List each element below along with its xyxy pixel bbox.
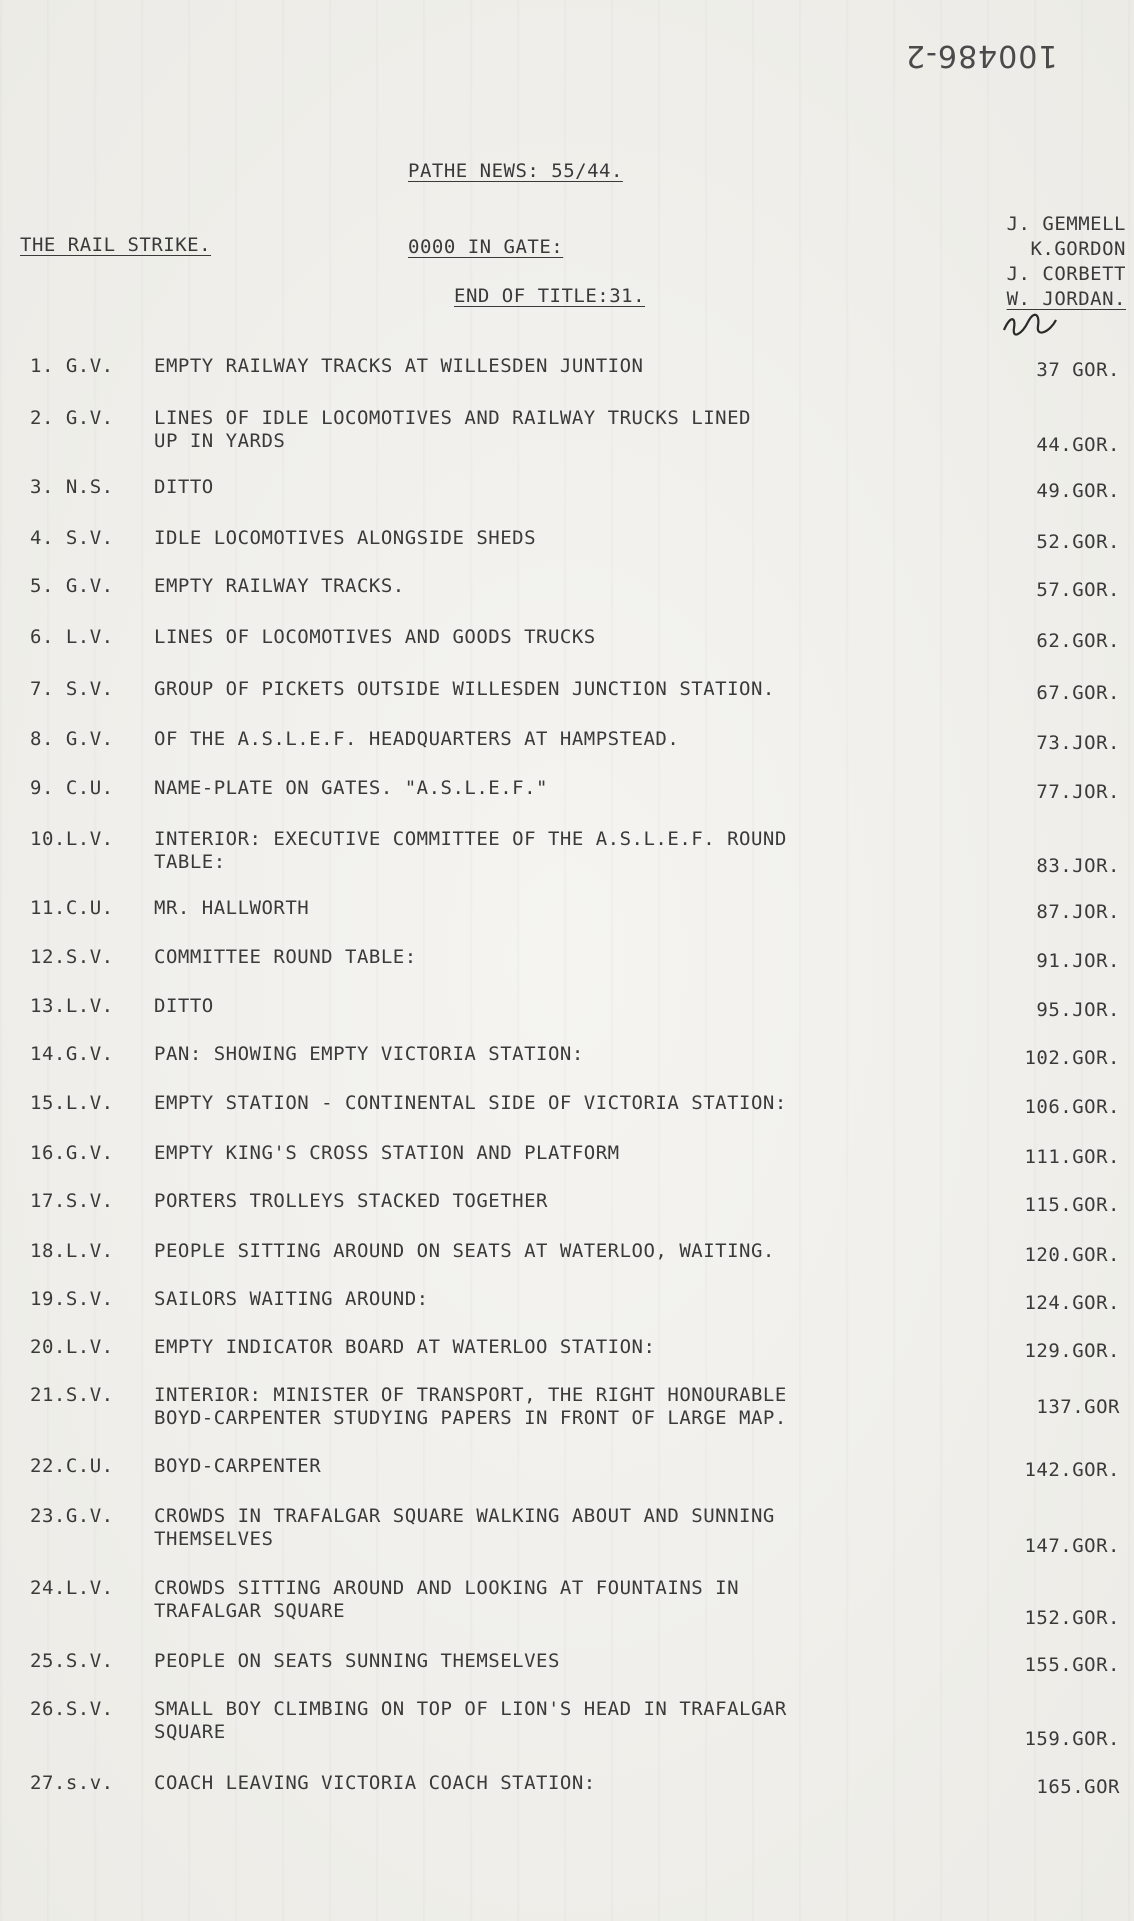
cameraman-name: J. CORBETT	[1006, 263, 1126, 285]
shot-footage: 129.GOR.	[1024, 1340, 1120, 1362]
shot-footage: 77.JOR.	[1036, 781, 1120, 803]
shot-footage: 124.GOR.	[1024, 1292, 1120, 1314]
in-gate-note: 0000 IN GATE:	[408, 236, 564, 258]
shot-footage: 159.GOR.	[1024, 1728, 1120, 1750]
shot-footage: 62.GOR.	[1036, 630, 1120, 652]
shot-footage: 106.GOR.	[1024, 1096, 1120, 1118]
shot-row	[30, 946, 1120, 996]
shot-row	[30, 678, 1120, 728]
shot-footage: 73.JOR.	[1036, 732, 1120, 754]
shot-description: COMMITTEE ROUND TABLE:	[154, 946, 417, 968]
shot-number: 27.s.v.	[30, 1772, 114, 1794]
shot-row	[30, 1650, 1120, 1700]
shot-row	[30, 1240, 1120, 1290]
shot-row	[30, 828, 1120, 878]
shot-description: PAN: SHOWING EMPTY VICTORIA STATION:	[154, 1043, 584, 1065]
shot-description: EMPTY RAILWAY TRACKS.	[154, 575, 405, 597]
shot-number: 5. G.V.	[30, 575, 114, 597]
shot-row	[30, 728, 1120, 778]
shot-number: 10.L.V.	[30, 828, 114, 850]
handwritten-reference-number: 100486-2	[905, 38, 1058, 73]
shot-number: 15.L.V.	[30, 1092, 114, 1114]
shot-description: GROUP OF PICKETS OUTSIDE WILLESDEN JUNCTION STATION.	[154, 678, 775, 700]
shot-description: EMPTY KING'S CROSS STATION AND PLATFORM	[154, 1142, 620, 1164]
shot-description: LINES OF IDLE LOCOMOTIVES AND RAILWAY TRUCKS LINED UP IN YARDS	[154, 407, 751, 452]
shot-number: 20.L.V.	[30, 1336, 114, 1358]
story-title: THE RAIL STRIKE.	[20, 234, 212, 256]
shot-footage: 95.JOR.	[1036, 999, 1120, 1021]
shot-row	[30, 777, 1120, 827]
end-of-title-note: END OF TITLE:31.	[454, 285, 646, 307]
shot-number: 18.L.V.	[30, 1240, 114, 1262]
cameraman-name: J. GEMMELL	[1006, 213, 1126, 235]
shot-description: NAME-PLATE ON GATES. "A.S.L.E.F."	[154, 777, 548, 799]
shot-number: 2. G.V.	[30, 407, 114, 429]
shot-description: CROWDS IN TRAFALGAR SQUARE WALKING ABOUT AND SUNNING THEMSELVES	[154, 1505, 775, 1550]
shot-description: IDLE LOCOMOTIVES ALONGSIDE SHEDS	[154, 527, 537, 549]
shot-row	[30, 1190, 1120, 1240]
shot-row	[30, 1142, 1120, 1192]
shot-number: 11.C.U.	[30, 897, 114, 919]
shot-number: 14.G.V.	[30, 1043, 114, 1065]
shot-footage: 111.GOR.	[1024, 1146, 1120, 1168]
shot-number: 19.S.V.	[30, 1288, 114, 1310]
shot-number: 22.C.U.	[30, 1455, 114, 1477]
document-title: PATHE NEWS: 55/44.	[408, 160, 623, 182]
shot-number: 12.S.V.	[30, 946, 114, 968]
shot-number: 7. S.V.	[30, 678, 114, 700]
shot-number: 17.S.V.	[30, 1190, 114, 1212]
shot-number: 23.G.V.	[30, 1505, 114, 1527]
shot-row	[30, 355, 1120, 405]
shot-description: DITTO	[154, 476, 214, 498]
shot-footage: 57.GOR.	[1036, 579, 1120, 601]
shot-number: 24.L.V.	[30, 1577, 114, 1599]
shot-number: 8. G.V.	[30, 728, 114, 750]
shot-number: 1. G.V.	[30, 355, 114, 377]
shot-row	[30, 626, 1120, 676]
handwritten-initials	[1000, 310, 1060, 340]
shot-number: 3. N.S.	[30, 476, 114, 498]
shot-row	[30, 897, 1120, 947]
shot-number: 26.S.V.	[30, 1698, 114, 1720]
shot-row	[30, 995, 1120, 1045]
shot-number: 4. S.V.	[30, 527, 114, 549]
shot-row	[30, 527, 1120, 577]
shot-number: 9. C.U.	[30, 777, 114, 799]
shot-footage: 44.GOR.	[1036, 434, 1120, 456]
shot-number: 21.S.V.	[30, 1384, 114, 1406]
shot-description: SMALL BOY CLIMBING ON TOP OF LION'S HEAD IN TRAFALGAR SQUARE	[154, 1698, 787, 1743]
shot-row	[30, 1043, 1120, 1093]
shot-footage: 102.GOR.	[1024, 1047, 1120, 1069]
shot-description: OF THE A.S.L.E.F. HEADQUARTERS AT HAMPSTEAD.	[154, 728, 680, 750]
shot-number: 13.L.V.	[30, 995, 114, 1017]
shot-description: PORTERS TROLLEYS STACKED TOGETHER	[154, 1190, 548, 1212]
shot-row	[30, 575, 1120, 625]
shot-description: PEOPLE SITTING AROUND ON SEATS AT WATERLOO, WAITING.	[154, 1240, 775, 1262]
shot-description: EMPTY STATION - CONTINENTAL SIDE OF VICTORIA STATION:	[154, 1092, 787, 1114]
shot-row	[30, 1577, 1120, 1627]
shot-number: 25.S.V.	[30, 1650, 114, 1672]
shot-row	[30, 407, 1120, 457]
shot-description: EMPTY INDICATOR BOARD AT WATERLOO STATION:	[154, 1336, 656, 1358]
shot-description: INTERIOR: MINISTER OF TRANSPORT, THE RIGHT HONOURABLE BOYD-CARPENTER STUDYING PAPERS IN FRONT OF LARGE MAP.	[154, 1384, 787, 1429]
shot-description: LINES OF LOCOMOTIVES AND GOODS TRUCKS	[154, 626, 596, 648]
shot-description: MR. HALLWORTH	[154, 897, 310, 919]
shot-footage: 83.JOR.	[1036, 855, 1120, 877]
shot-footage: 67.GOR.	[1036, 682, 1120, 704]
shot-number: 6. L.V.	[30, 626, 114, 648]
shot-row	[30, 1505, 1120, 1555]
shot-description: COACH LEAVING VICTORIA COACH STATION:	[154, 1772, 596, 1794]
shot-footage: 165.GOR	[1036, 1776, 1120, 1798]
shot-footage: 147.GOR.	[1024, 1535, 1120, 1557]
shot-description: INTERIOR: EXECUTIVE COMMITTEE OF THE A.S.L.E.F. ROUND TABLE:	[154, 828, 787, 873]
shot-row	[30, 1384, 1120, 1434]
shot-row	[30, 1455, 1120, 1505]
shot-footage: 49.GOR.	[1036, 480, 1120, 502]
shot-footage: 52.GOR.	[1036, 531, 1120, 553]
shot-row	[30, 1092, 1120, 1142]
shot-description: CROWDS SITTING AROUND AND LOOKING AT FOUNTAINS IN TRAFALGAR SQUARE	[154, 1577, 740, 1622]
shot-footage: 87.JOR.	[1036, 901, 1120, 923]
shot-footage: 37 GOR.	[1036, 359, 1120, 381]
shot-footage: 115.GOR.	[1024, 1194, 1120, 1216]
shot-footage: 152.GOR.	[1024, 1607, 1120, 1629]
shot-row	[30, 1336, 1120, 1386]
shot-description: PEOPLE ON SEATS SUNNING THEMSELVES	[154, 1650, 560, 1672]
shot-description: EMPTY RAILWAY TRACKS AT WILLESDEN JUNTION	[154, 355, 644, 377]
shot-number: 16.G.V.	[30, 1142, 114, 1164]
cameraman-name: W. JORDAN.	[1006, 288, 1126, 310]
shot-row	[30, 1772, 1120, 1822]
shot-description: BOYD-CARPENTER	[154, 1455, 322, 1477]
shot-footage: 137.GOR	[1036, 1396, 1120, 1418]
shot-footage: 120.GOR.	[1024, 1244, 1120, 1266]
shot-row	[30, 1698, 1120, 1748]
shot-row	[30, 476, 1120, 526]
shot-row	[30, 1288, 1120, 1338]
shot-footage: 91.JOR.	[1036, 950, 1120, 972]
shot-footage: 142.GOR.	[1024, 1459, 1120, 1481]
shot-description: DITTO	[154, 995, 214, 1017]
shot-description: SAILORS WAITING AROUND:	[154, 1288, 429, 1310]
shot-footage: 155.GOR.	[1024, 1654, 1120, 1676]
cameraman-name: K.GORDON	[1030, 238, 1126, 260]
